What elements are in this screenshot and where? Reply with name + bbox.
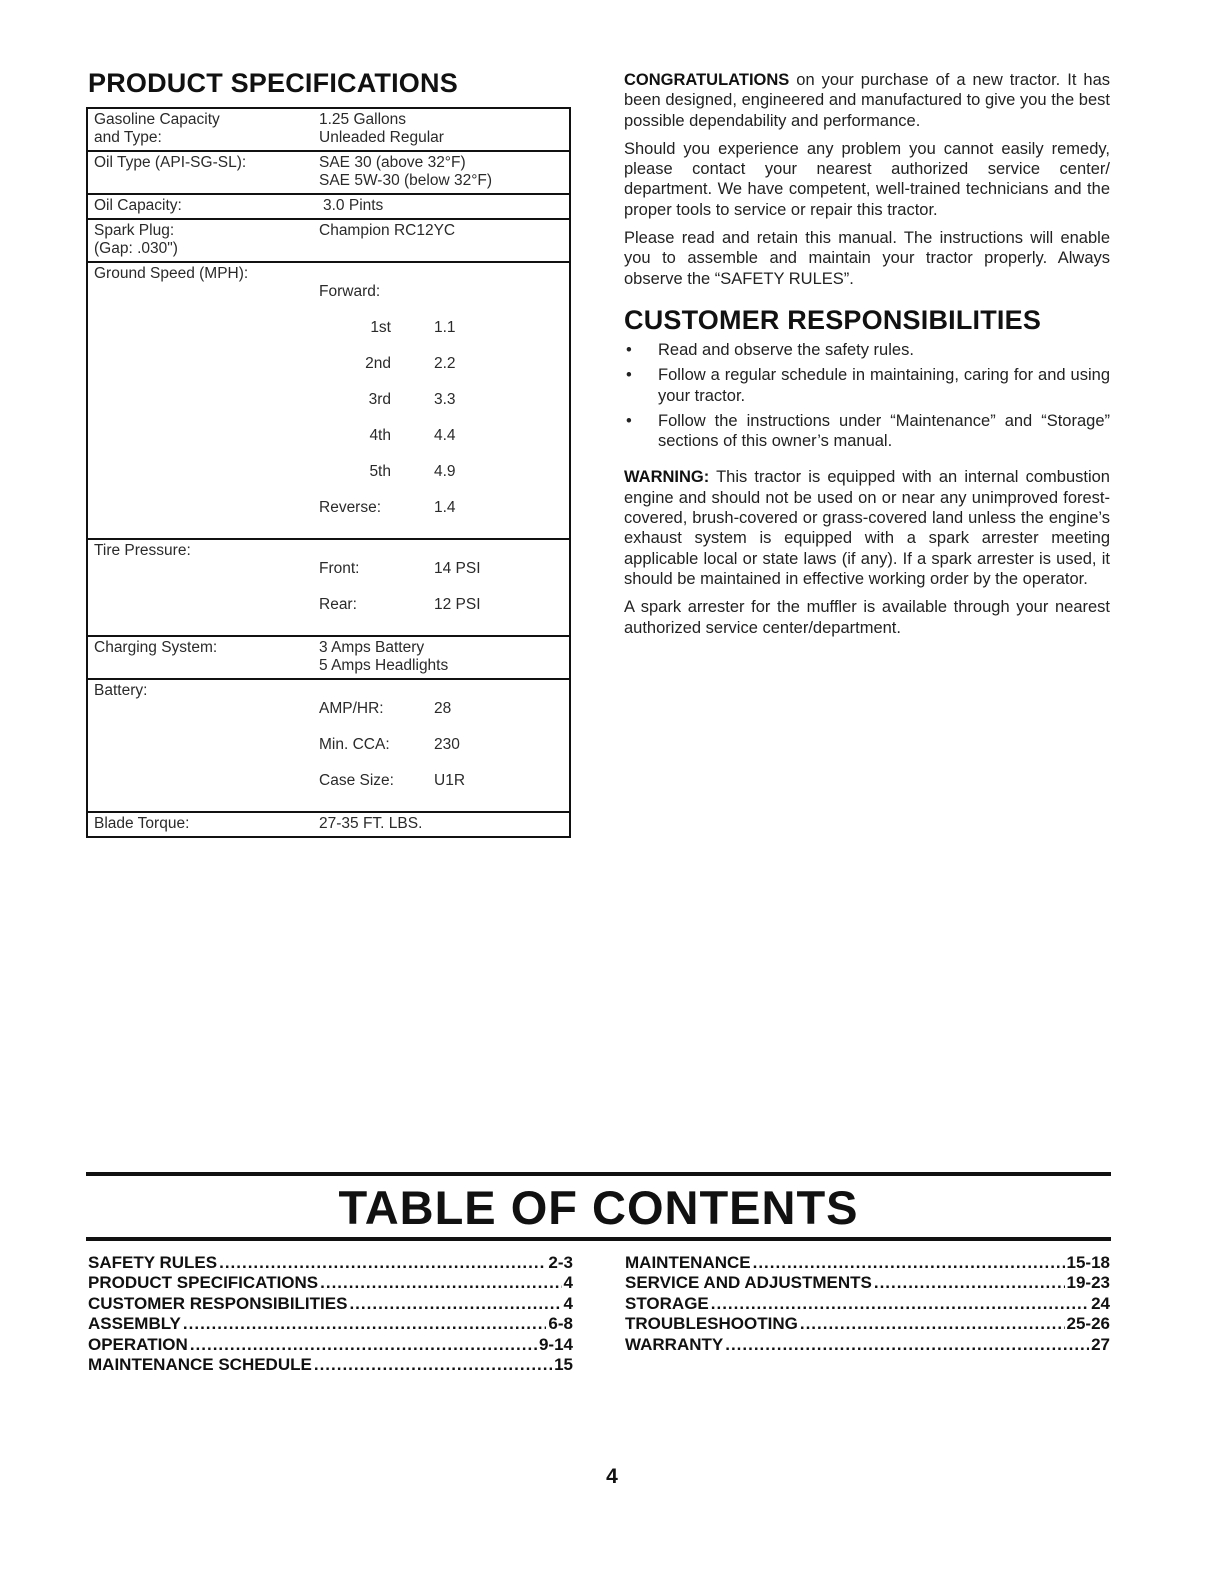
toc-entry-warranty[interactable] xyxy=(625,1335,1110,1355)
spec-label: Ground Speed (MPH): xyxy=(94,265,249,282)
rear-value: 12 PSI xyxy=(434,596,481,613)
spec-value: SAE 30 (above 32°F) SAE 5W-30 (below 32°F) xyxy=(319,154,493,189)
read-manual-paragraph: Please read and retain this manual. The instructions will enable you to assemble and maintain your tractor properly. Always observe the “SAFETY RULES”. xyxy=(624,229,1110,288)
spec-value: 27-35 FT. LBS. xyxy=(319,815,423,832)
gear-speed: 3.3 xyxy=(434,391,456,408)
dot-leader xyxy=(183,1314,547,1334)
toc-entry-page: 4 xyxy=(563,1293,573,1313)
amphr-row xyxy=(319,700,563,718)
reverse-speed: 1.4 xyxy=(434,499,456,516)
spec-row-charging-system xyxy=(88,637,569,680)
reverse-label: Reverse: xyxy=(319,499,382,516)
problem-paragraph: Should you experience any problem you cannot easily remedy, please contact your nearest authorized service center/ department. We have competent, well-trained technicians and the proper tools to service or repair this tractor. xyxy=(624,139,1110,219)
toc-entry-title: SERVICE AND ADJUSTMENTS xyxy=(625,1273,872,1293)
toc-entry-page: 9-14 xyxy=(538,1334,573,1354)
cca-label: Min. CCA: xyxy=(319,736,390,753)
dot-leader xyxy=(314,1355,552,1375)
warning-paragraph xyxy=(624,467,1110,589)
toc-entry-customer-responsibilities[interactable] xyxy=(88,1294,573,1314)
case-size-label: Case Size: xyxy=(319,772,394,789)
dot-leader xyxy=(874,1273,1065,1293)
dot-leader xyxy=(349,1294,561,1314)
page-number: 4 xyxy=(606,1465,618,1488)
spec-row-gasoline xyxy=(88,109,569,152)
spec-row-spark-plug xyxy=(88,220,569,263)
specifications-table xyxy=(86,107,571,838)
toc-entry-title: PRODUCT SPECIFICATIONS xyxy=(88,1273,319,1293)
list-item xyxy=(624,365,1110,406)
bullet-icon: • xyxy=(626,411,632,430)
toc-entry-page: 6-8 xyxy=(548,1314,573,1334)
toc-entry-page: 2-3 xyxy=(548,1253,573,1272)
dot-leader xyxy=(725,1335,1089,1355)
intro-column xyxy=(624,70,1110,646)
spec-label: Spark Plug: (Gap: .030") xyxy=(94,222,178,257)
dot-leader xyxy=(219,1253,546,1273)
spec-value: 1.25 Gallons Unleaded Regular xyxy=(319,111,444,146)
toc-entry-title: TROUBLESHOOTING xyxy=(625,1314,798,1334)
spec-row-oil-type xyxy=(88,152,569,195)
toc-entry-page: 19-23 xyxy=(1066,1273,1110,1293)
responsibilities-list xyxy=(624,340,1110,451)
toc-entry-title: SAFETY RULES xyxy=(88,1253,218,1272)
toc-entry-page: 15-18 xyxy=(1066,1253,1110,1272)
product-specifications-heading: PRODUCT SPECIFICATIONS xyxy=(88,68,458,98)
spec-label: Battery: xyxy=(94,682,148,699)
congratulations-text: on your purchase of a new tractor. It has been designed, engineered and manufactured to give you the best possible dependability and performance. xyxy=(624,71,1110,130)
toc-top-rule xyxy=(86,1172,1111,1176)
case-size-value: U1R xyxy=(434,772,466,789)
list-item-text: Follow the instructions under “Maintenance” and “Storage” sections of this owner’s manual. xyxy=(658,411,1110,451)
gear-name: 4th xyxy=(369,427,391,444)
spec-label: Charging System: xyxy=(94,639,218,656)
dot-leader xyxy=(711,1294,1089,1314)
toc-entry-title: WARRANTY xyxy=(625,1334,724,1354)
reverse-row xyxy=(319,499,563,517)
gear-speed: 4.9 xyxy=(434,463,456,480)
list-item-text: Read and observe the safety rules. xyxy=(658,340,914,359)
toc-entry-assembly[interactable] xyxy=(88,1314,573,1334)
warning-lead: WARNING: xyxy=(624,468,710,487)
toc-entry-page: 27 xyxy=(1091,1334,1110,1354)
gear-speed: 1.1 xyxy=(434,319,456,336)
front-tire-row xyxy=(319,560,563,578)
spec-row-blade-torque xyxy=(88,813,569,836)
spec-row-battery xyxy=(88,680,569,813)
congratulations-lead: CONGRATULATIONS xyxy=(624,71,790,89)
bullet-icon: • xyxy=(626,366,632,385)
toc-left-column xyxy=(88,1253,573,1375)
congratulations-paragraph xyxy=(624,70,1110,131)
dot-leader xyxy=(800,1314,1065,1334)
spark-arrester-paragraph: A spark arrester for the muffler is available through your nearest authorized service center/department. xyxy=(624,598,1110,637)
gear-row xyxy=(319,463,563,481)
amphr-value: 28 xyxy=(434,700,452,717)
gear-name: 1st xyxy=(370,319,391,336)
spec-row-ground-speed xyxy=(88,263,569,540)
cca-value: 230 xyxy=(434,736,460,753)
spec-label: Oil Capacity: xyxy=(94,197,182,214)
toc-entry-storage[interactable] xyxy=(625,1294,1110,1314)
dot-leader xyxy=(753,1253,1065,1273)
list-item xyxy=(624,411,1110,452)
front-value: 14 PSI xyxy=(434,560,481,577)
gear-speed: 4.4 xyxy=(434,427,456,444)
spec-label: Blade Torque: xyxy=(94,815,190,832)
spec-value: 3 Amps Battery 5 Amps Headlights xyxy=(319,639,449,674)
toc-entry-operation[interactable] xyxy=(88,1335,573,1355)
toc-entry-title: OPERATION xyxy=(88,1334,188,1354)
toc-entry-title: MAINTENANCE xyxy=(625,1253,751,1272)
front-label: Front: xyxy=(319,560,360,577)
toc-entry-page: 15 xyxy=(554,1355,573,1375)
case-size-row xyxy=(319,772,563,790)
gear-name: 3rd xyxy=(368,391,391,408)
gear-name: 2nd xyxy=(365,355,391,372)
spec-row-tire-pressure xyxy=(88,540,569,637)
toc-right-column xyxy=(625,1253,1110,1355)
toc-entry-page: 24 xyxy=(1091,1293,1110,1313)
gear-row xyxy=(319,355,563,373)
toc-entry-page: 25-26 xyxy=(1066,1314,1110,1334)
rear-tire-row xyxy=(319,596,563,614)
cca-row xyxy=(319,736,563,754)
gear-row xyxy=(319,427,563,445)
forward-label: Forward: xyxy=(319,283,381,300)
rear-label: Rear: xyxy=(319,596,357,613)
dot-leader xyxy=(190,1335,537,1355)
spec-label: Gasoline Capacity and Type: xyxy=(94,111,220,146)
toc-entry-service-and-adjustments[interactable] xyxy=(625,1273,1110,1293)
bullet-icon: • xyxy=(626,340,632,359)
spec-label: Tire Pressure: xyxy=(94,542,191,559)
warning-text: This tractor is equipped with an internal combustion engine and should not be used on or near any unimproved forest-covered, brush-covered or grass-covered land unless the engine’s exhaust system is equipped with a spark arrester meeting applicable local or state laws (if any). If a spark arrester is used, it should be maintained in effective working order by the operator. xyxy=(624,468,1110,588)
list-item xyxy=(624,340,1110,360)
toc-entry-title: ASSEMBLY xyxy=(88,1314,181,1334)
toc-bottom-rule xyxy=(86,1237,1111,1241)
spec-value xyxy=(319,542,563,632)
toc-entry-maintenance[interactable] xyxy=(625,1253,1110,1273)
spec-value: 3.0 Pints xyxy=(323,197,384,214)
table-of-contents-heading: TABLE OF CONTENTS xyxy=(338,1181,859,1234)
spec-value xyxy=(319,682,563,808)
spec-row-oil-capacity xyxy=(88,195,569,220)
toc-entry-page: 4 xyxy=(563,1273,573,1293)
toc-entry-troubleshooting[interactable] xyxy=(625,1314,1110,1334)
gear-speed: 2.2 xyxy=(434,355,456,372)
toc-entry-title: STORAGE xyxy=(625,1293,709,1313)
gear-row xyxy=(319,319,563,337)
amphr-label: AMP/HR: xyxy=(319,700,384,717)
gear-row xyxy=(319,391,563,409)
toc-entry-safety-rules[interactable] xyxy=(88,1253,573,1273)
spec-value xyxy=(319,265,563,535)
customer-responsibilities-heading: CUSTOMER RESPONSIBILITIES xyxy=(624,304,1042,335)
gear-name: 5th xyxy=(369,463,391,480)
toc-entry-title: CUSTOMER RESPONSIBILITIES xyxy=(88,1293,348,1313)
dot-leader xyxy=(320,1273,561,1293)
spec-label: Oil Type (API-SG-SL): xyxy=(94,154,247,171)
toc-entry-maintenance-schedule[interactable] xyxy=(88,1355,573,1375)
spec-value: Champion RC12YC xyxy=(319,222,456,239)
list-item-text: Follow a regular schedule in maintaining, caring for and using your tractor. xyxy=(658,366,1110,405)
toc-entry-title: MAINTENANCE SCHEDULE xyxy=(88,1355,312,1375)
toc-entry-product-specifications[interactable] xyxy=(88,1273,573,1293)
